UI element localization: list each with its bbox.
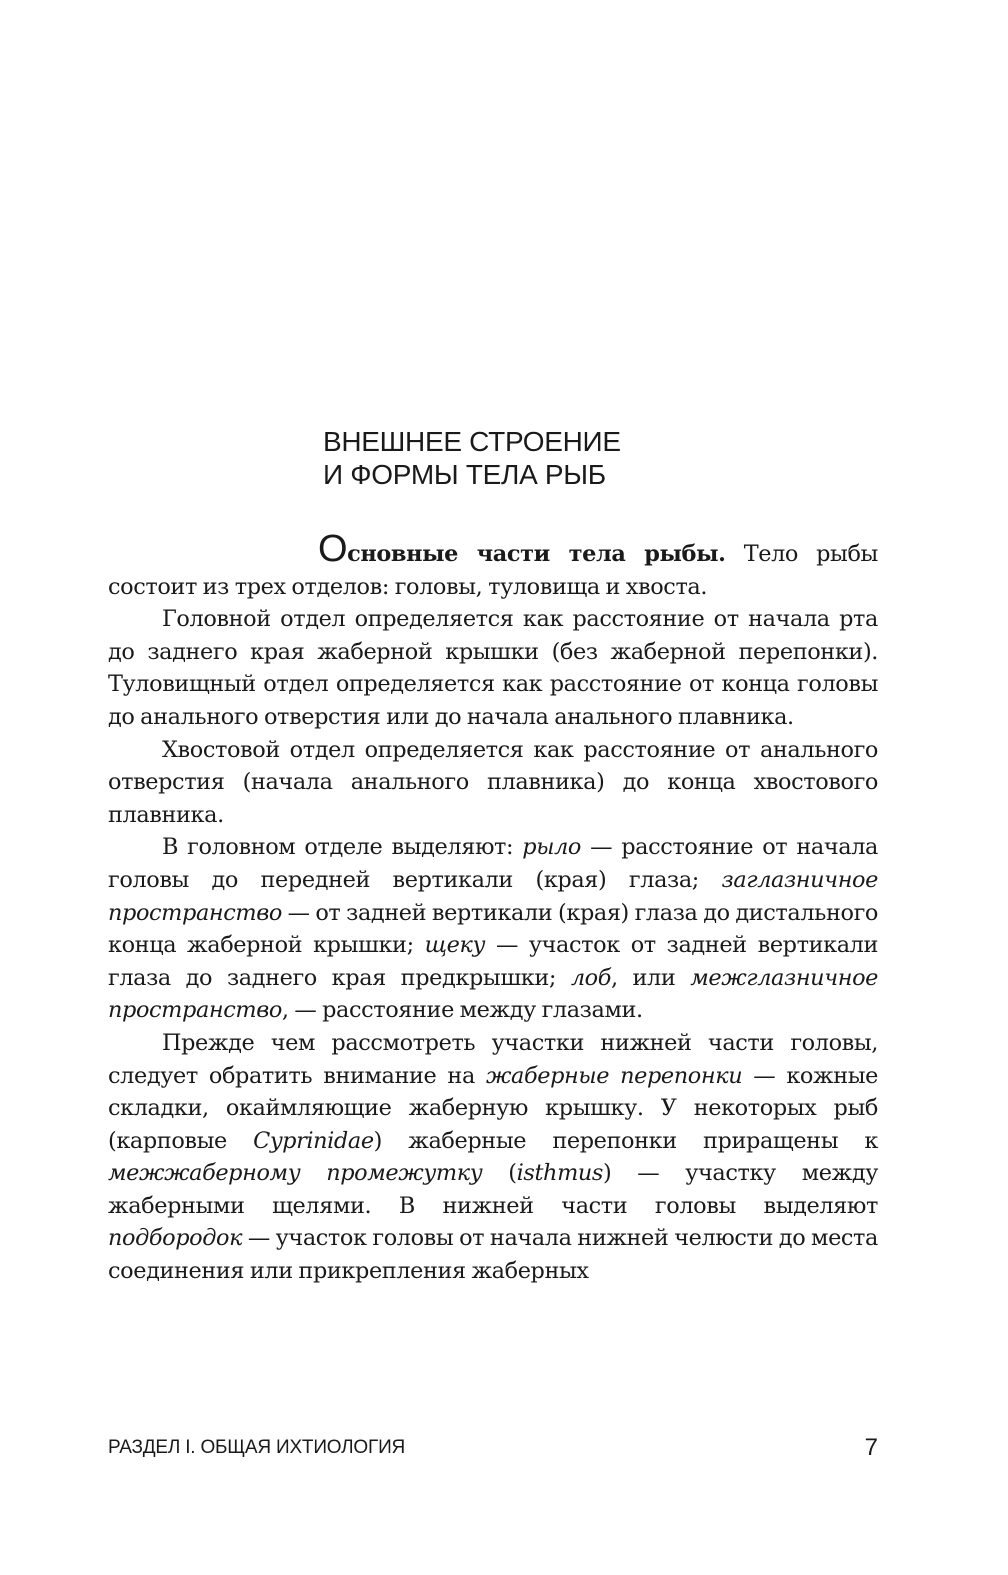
- page-number: 7: [864, 1434, 878, 1461]
- chapter-title: [323, 425, 621, 491]
- text-run: — расстояние от начала головы до передней вертикали (края) глаза;: [108, 834, 878, 893]
- drop-cap: О: [318, 528, 348, 570]
- chapter-title-line-2: И ФОРМЫ ТЕЛА РЫБ: [323, 459, 606, 490]
- text-run: (: [482, 1160, 517, 1187]
- text-run: — участок головы от начала нижней челюсти до места соединения или прикрепления жаберных: [108, 1225, 878, 1285]
- term-italic: заглазничное пространство: [108, 866, 878, 926]
- term-italic: лоб: [570, 964, 612, 991]
- chapter-title-line-1: ВНЕШНЕЕ СТРОЕНИЕ: [323, 426, 621, 457]
- running-footer-section: РАЗДЕЛ I. ОБЩАЯ ИХТИОЛОГИЯ: [108, 1437, 406, 1458]
- body-text: [108, 528, 878, 1288]
- text-run: В головном отделе выделяют:: [162, 834, 523, 861]
- text-run: Прежде чем рассмотреть участки нижней части головы, следует обратить внимание на: [108, 1029, 878, 1089]
- paragraph-5: [108, 1027, 878, 1288]
- paragraph-1-text: Тело рыбы состоит из трех отделов: головы, туловища и хвоста.: [108, 541, 878, 600]
- text-run: , — расстояние между глазами.: [281, 997, 643, 1024]
- term-italic: isthmus: [516, 1160, 604, 1187]
- section-lead-heading: сновные части тела рыбы.: [347, 541, 726, 567]
- text-run: — кожные складки, окаймляющие жаберную крышку. У некоторых рыб (карповые: [108, 1062, 878, 1154]
- term-italic: жаберные перепонки: [485, 1062, 743, 1089]
- paragraph-4: [108, 831, 878, 1027]
- term-italic: Cyprinidae: [253, 1127, 374, 1154]
- term-italic: рыло: [522, 834, 582, 861]
- text-run: , или: [611, 964, 691, 991]
- paragraph-3: Хвостовой отдел определяется как расстояние от анального отверстия (начала анального плавника) до конца хвостового плавника.: [108, 736, 878, 828]
- term-italic: щеку: [424, 932, 486, 959]
- paragraph-2: Головной отдел определяется как расстояние от начала рта до заднего края жаберной крышки (без жаберной перепонки). Туловищный отдел определяется как расстояние от конца головы до анального отверстия или до начала анального плавника.: [108, 606, 878, 730]
- text-run: ) — участку между жаберными щелями. В нижней части головы выделяют: [108, 1160, 878, 1219]
- term-italic: межглазничное пространство: [108, 964, 878, 1024]
- term-italic: межжаберному промежутку: [108, 1160, 483, 1187]
- paragraph-1: [108, 528, 878, 603]
- text-run: — участок от задней вертикали глаза до заднего края предкрышки;: [108, 932, 878, 991]
- text-run: ) жаберные перепонки приращены к: [373, 1127, 878, 1154]
- term-italic: подбородок: [108, 1225, 243, 1252]
- text-run: — от задней вертикали (края) глаза до дистального конца жаберной крышки;: [108, 899, 878, 959]
